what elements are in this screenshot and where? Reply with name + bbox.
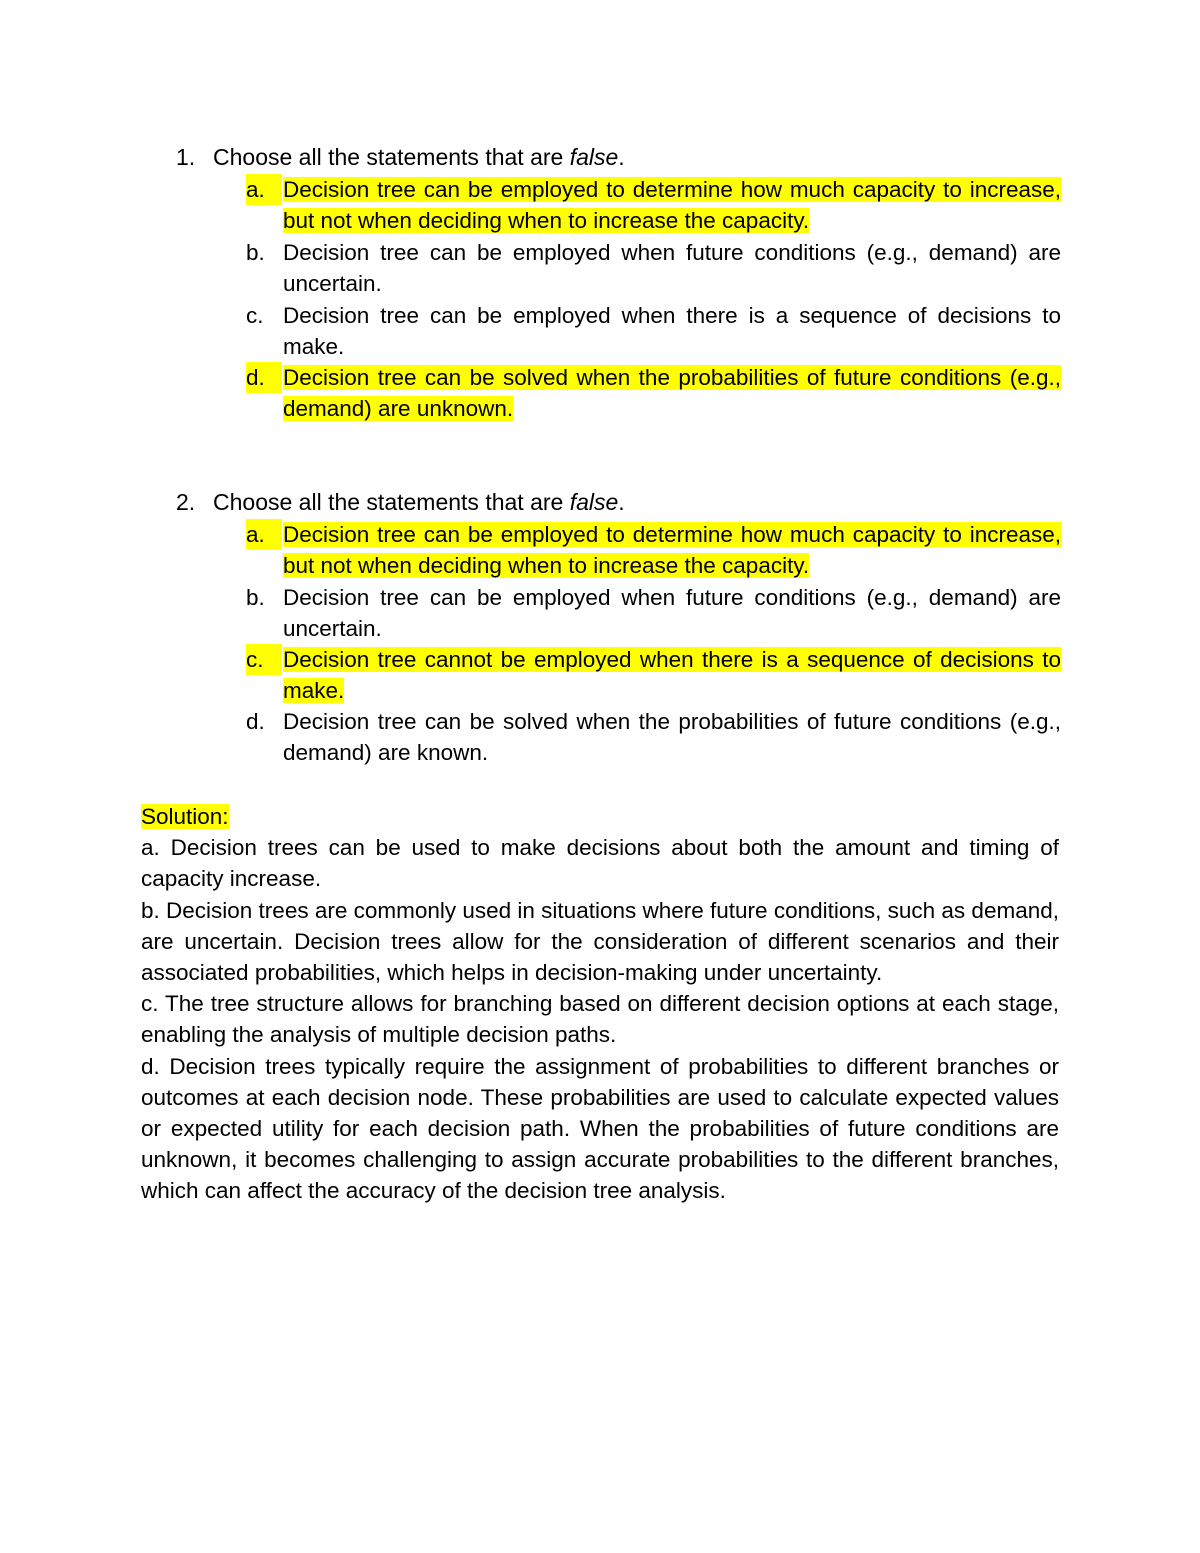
- question-2-stem-emphasis: false: [569, 489, 619, 515]
- question-2-stem-text: Choose all the statements that are: [213, 489, 570, 515]
- q1-option-b: [246, 237, 1061, 299]
- option-text: Decision tree can be solved when the probabilities of future conditions (e.g., demand) are unknown.: [283, 365, 1061, 422]
- question-1-number: 1.: [176, 144, 196, 170]
- option-marker: d.: [246, 362, 282, 393]
- q2-option-c: [246, 644, 1061, 706]
- question-1-stem-emphasis: false: [569, 144, 619, 170]
- solution-item-a: a. Decision trees can be used to make decisions about both the amount and timing of capacity increase.: [141, 835, 1059, 892]
- question-2-stem-period: .: [618, 489, 625, 515]
- option-marker: a.: [246, 174, 282, 205]
- option-text: Decision tree can be employed when there is a sequence of decisions to make.: [283, 303, 1061, 360]
- option-marker: c.: [246, 644, 282, 675]
- option-text: Decision tree can be solved when the probabilities of future conditions (e.g., demand) are known.: [283, 709, 1061, 766]
- option-marker: a.: [246, 519, 282, 550]
- solution-title: Solution:: [141, 804, 229, 829]
- question-1-stem-text: Choose all the statements that are: [213, 144, 570, 170]
- question-2-stem: [176, 487, 625, 518]
- q2-option-d: [246, 706, 1061, 768]
- option-marker: c.: [246, 303, 264, 328]
- option-text: Decision tree can be employed to determine how much capacity to increase, but not when deciding when to increase the capacity.: [283, 177, 1061, 234]
- option-marker: d.: [246, 709, 265, 734]
- solution-item-b: b. Decision trees are commonly used in situations where future conditions, such as demand, are uncertain. Decision trees allow for the consideration of different scenarios and their associated probabilities, which helps in decision-making under uncertainty.: [141, 897, 1059, 986]
- q2-option-b: [246, 582, 1061, 644]
- option-marker: b.: [246, 240, 265, 265]
- option-text: Decision tree cannot be employed when there is a sequence of decisions to make.: [283, 647, 1061, 704]
- option-text: Decision tree can be employed when future conditions (e.g., demand) are uncertain.: [283, 240, 1061, 297]
- q2-option-a: [246, 519, 1061, 581]
- option-text: Decision tree can be employed when future conditions (e.g., demand) are uncertain.: [283, 585, 1061, 642]
- q1-option-c: [246, 300, 1061, 362]
- question-1-stem: [176, 142, 625, 173]
- question-2-number: 2.: [176, 489, 196, 515]
- solution-item-d: d. Decision trees typically require the assignment of probabilities to different branches or outcomes at each decision node. These probabilities are used to calculate expected values or expected utility for each decision path. When the probabilities of future conditions are unknown, it becomes challenging to assign accurate probabilities to the different branches, which can affect the accuracy of the decision tree analysis.: [141, 1053, 1059, 1204]
- solution-section: [141, 801, 1059, 1207]
- option-marker: b.: [246, 585, 265, 610]
- option-text: Decision tree can be employed to determine how much capacity to increase, but not when deciding when to increase the capacity.: [283, 522, 1061, 579]
- q1-option-d: [246, 362, 1061, 424]
- q1-option-a: [246, 174, 1061, 236]
- question-1-stem-period: .: [618, 144, 625, 170]
- solution-item-c: c. The tree structure allows for branching based on different decision options at each stage, enabling the analysis of multiple decision paths.: [141, 991, 1059, 1048]
